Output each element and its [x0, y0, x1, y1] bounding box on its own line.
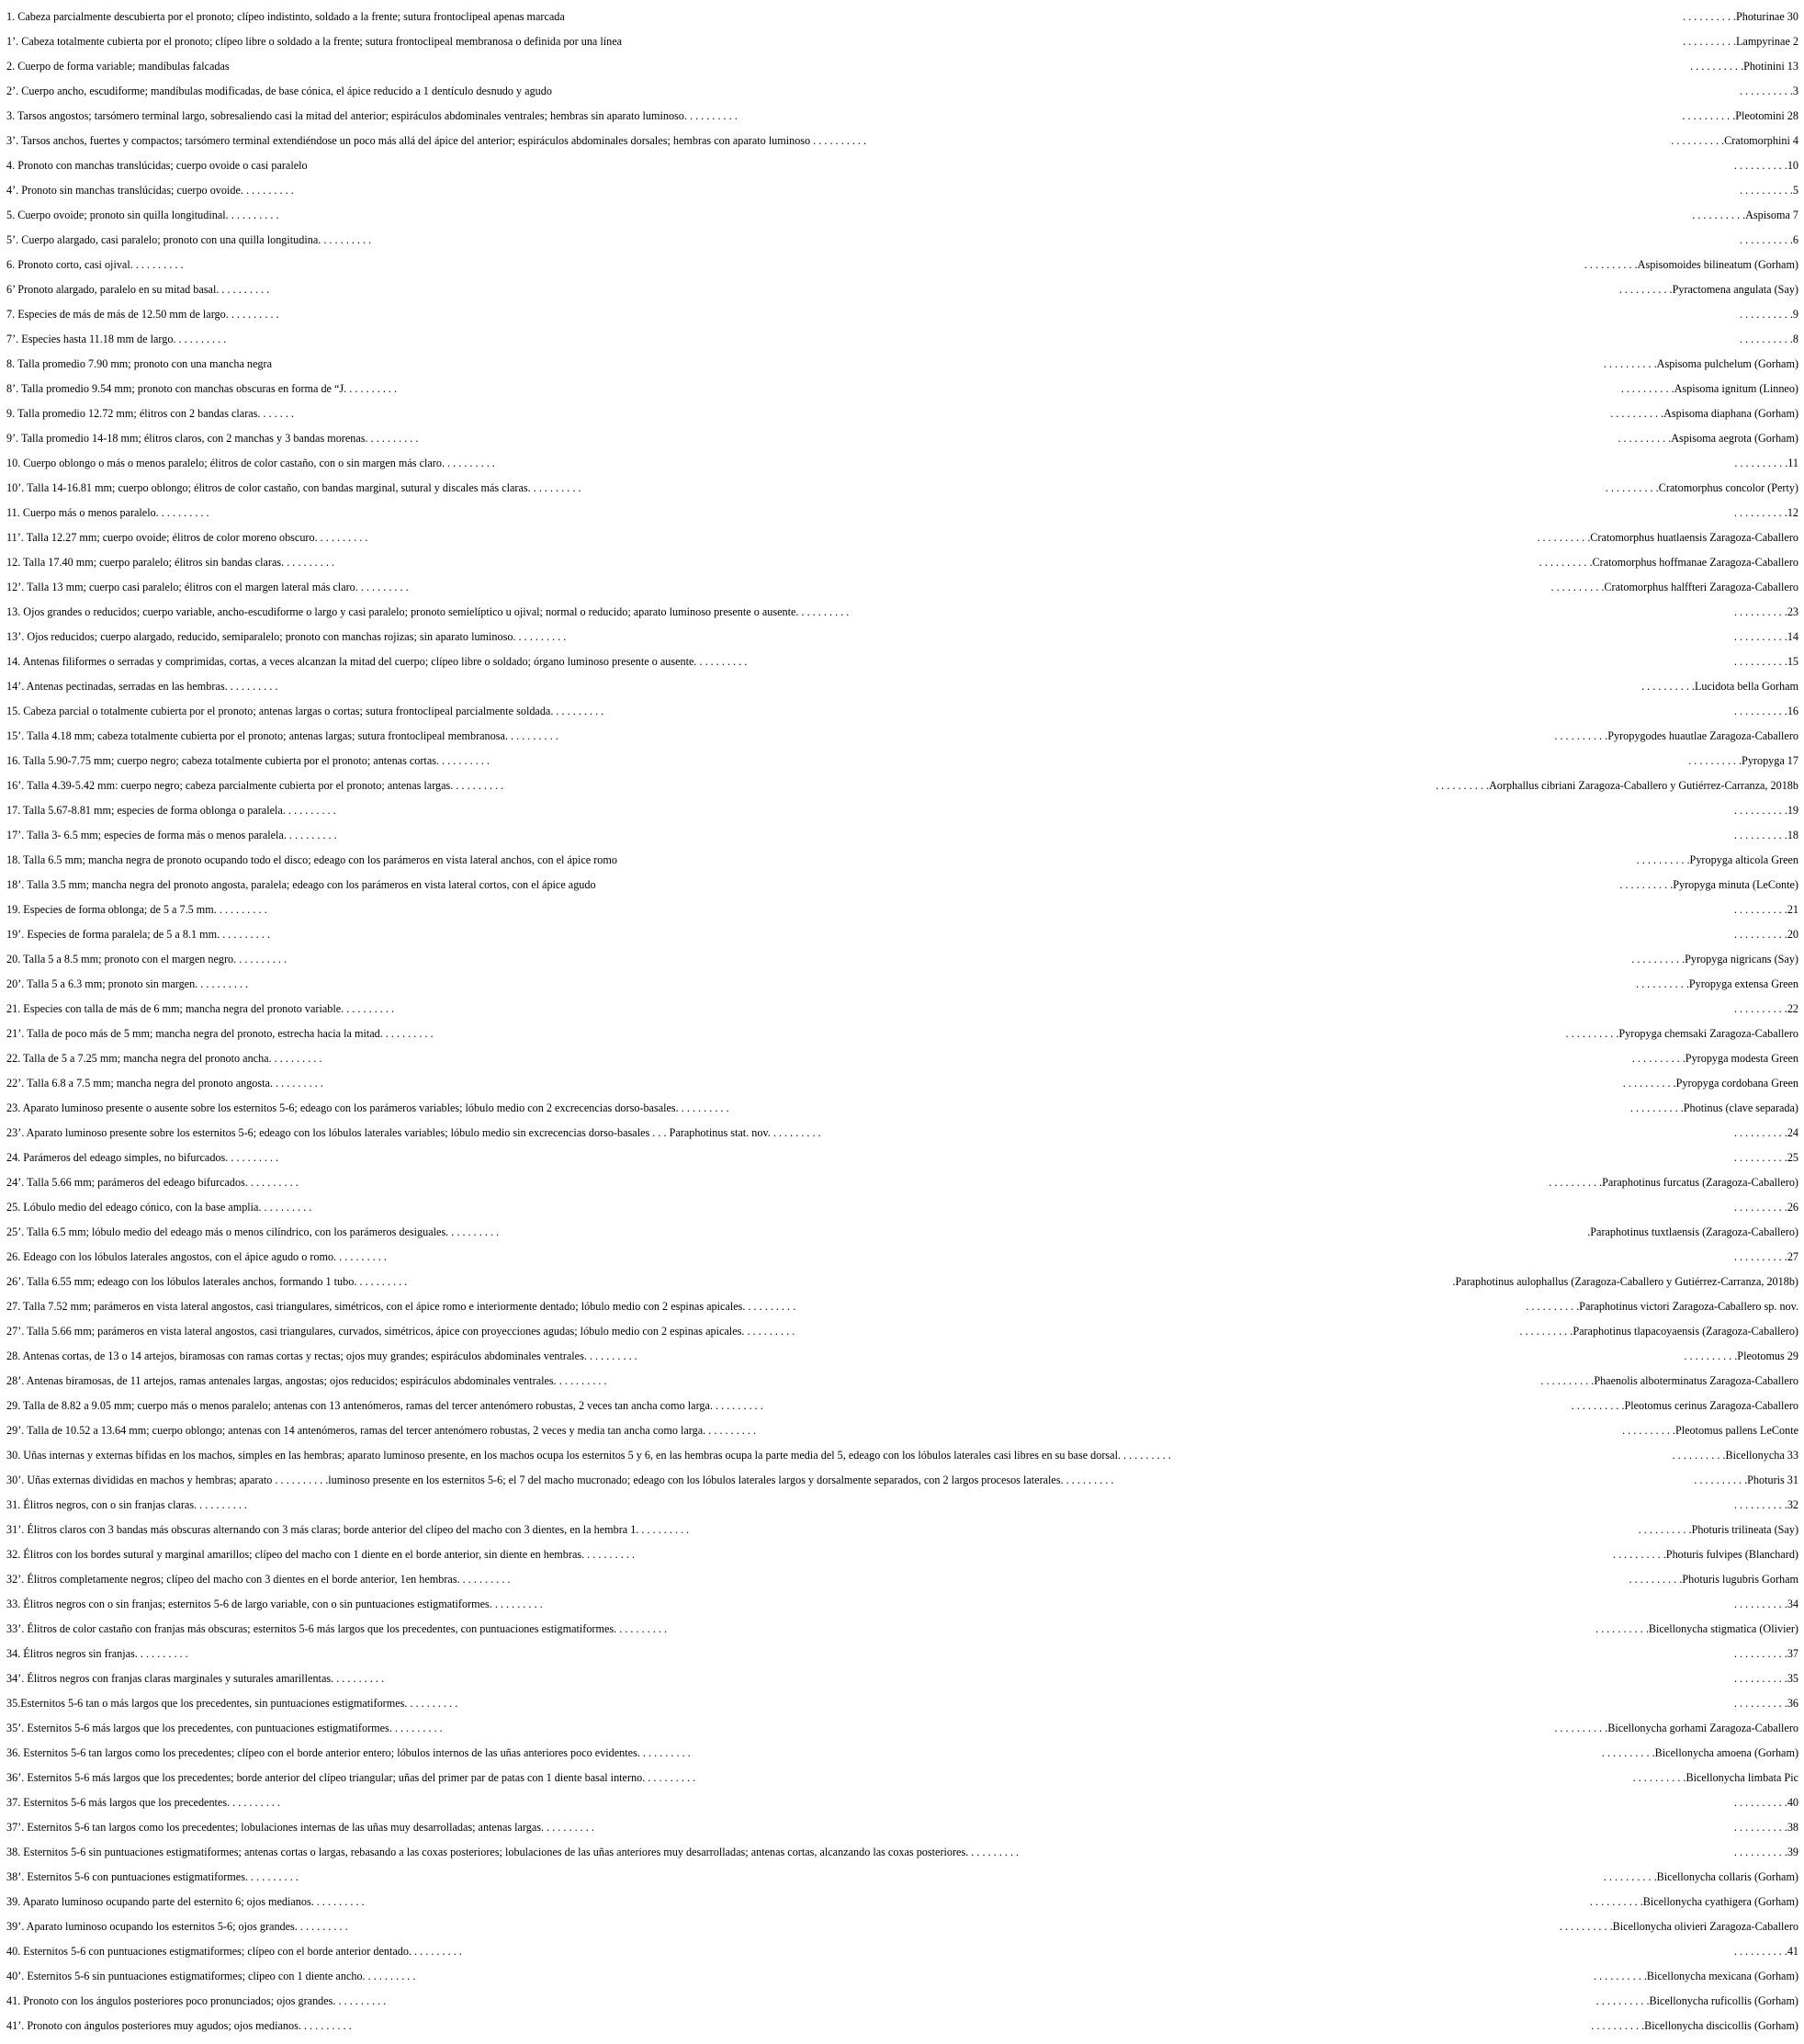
couplet-lead-text: 38. Esternitos 5-6 sin puntuaciones estigmatiformes; antenas cortas o largas, rebasando a las coxas posteriores; lobulaciones de las uñas anteriores muy desarrolladas; antenas cortas, alcanzando las coxas posteriores. . . . . . . . . . [6, 1846, 1020, 1858]
couplet-result: . . . . . . . . . .12 [1733, 506, 1798, 519]
key-couplet [6, 60, 1798, 85]
key-couplet [6, 1325, 1798, 1349]
couplet-lead-text: 3’. Tarsos anchos, fuertes y compactos; tarsómero terminal extendiéndose un poco más allá del ápice del anterior; espiráculos abdominales dorsales; hembras con aparato luminoso . . . . . . . . . . [6, 134, 867, 147]
couplet-lead-text: 11’. Talla 12.27 mm; cuerpo ovoide; élitros de color moreno obscuro. . . . . . . . . . [6, 531, 368, 544]
key-couplet [6, 1101, 1798, 1126]
key-couplet [6, 903, 1798, 928]
couplet-lead-text: 41’. Pronoto con ángulos posteriores muy agudos; ojos medianos. . . . . . . . . . [6, 2019, 352, 2032]
key-couplet [6, 1796, 1798, 1821]
couplet-lead-text: 16’. Talla 4.39-5.42 mm: cuerpo negro; cabeza parcialmente cubierta por el pronoto; antenas largas. . . . . . . . . . [6, 779, 504, 792]
couplet-result: . . . . . . . . . .Aspisoma aegrota (Gorham) [1618, 432, 1798, 445]
key-couplet [6, 1697, 1798, 1722]
couplet-result: . . . . . . . . . .Bicellonycha amoena (Gorham) [1601, 1746, 1798, 1759]
couplet-lead-text: 24’. Talla 5.66 mm; parámeros del edeago bifurcados. . . . . . . . . . [6, 1176, 299, 1189]
key-couplet [6, 308, 1798, 333]
couplet-lead-text: 29’. Talla de 10.52 a 13.64 mm; cuerpo oblongo; antenas con 14 antenómeros, ramas del tercer antenómero robustas, 2 veces y media tan ancha como larga. . . . . . . . . . [6, 1424, 757, 1437]
couplet-lead-text: 8. Talla promedio 7.90 mm; pronoto con una mancha negra [6, 357, 272, 370]
couplet-lead-text: 26. Edeago con los lóbulos laterales angostos, con el ápice agudo o romo. . . . . . . . . . [6, 1250, 387, 1263]
key-couplet [6, 1176, 1798, 1201]
key-couplet [6, 928, 1798, 953]
key-couplet [6, 35, 1798, 60]
couplet-lead-text: 30. Uñas internas y externas bífidas en los machos, simples en las hembras; aparato luminoso presente, en los machos ocupa los esternitos 5 y 6, en las hembras ocupa la parte media del 5, edeago con los lóbulos laterales casi libres en su base dorsal. . . . . . . . . . [6, 1449, 1171, 1462]
couplet-result: . . . . . . . . . .18 [1733, 829, 1798, 841]
couplet-result: .Paraphotinus aulophallus (Zaragoza-Caballero y Gutiérrez-Carranza, 2018b) [1452, 1275, 1798, 1288]
key-couplet [6, 1225, 1798, 1250]
couplet-lead-text: 37’. Esternitos 5-6 tan largos como los precedentes; lobulaciones internas de las uñas muy desarrolladas; antenas largas. . . . . . . . . . [6, 1821, 594, 1834]
couplet-lead-text: 15. Cabeza parcial o totalmente cubierta por el pronoto; antenas largas o cortas; sutura frontoclipeal parcialmente soldada. . . . . . . . . . [6, 705, 604, 717]
key-couplet [6, 1474, 1798, 1498]
couplet-result: . . . . . . . . . .38 [1733, 1821, 1798, 1834]
couplet-result: . . . . . . . . . .Bicellonycha olivieri Zaragoza-Caballero [1559, 1920, 1798, 1933]
key-couplet [6, 109, 1798, 134]
couplet-lead-text: 32’. Élitros completamente negros; clípeo del macho con 3 dientes en el borde anterior, 1en hembras. . . . . . . . . . [6, 1573, 511, 1586]
key-couplet [6, 481, 1798, 506]
key-couplet [6, 1573, 1798, 1598]
key-couplet [6, 1052, 1798, 1077]
couplet-lead-text: 14’. Antenas pectinadas, serradas en las hembras. . . . . . . . . . [6, 680, 278, 693]
couplet-lead-text: 33’. Élitros de color castaño con franjas más obscuras; esternitos 5-6 más largos que los precedentes, con puntuaciones estigmatiformes. . . . . . . . . . [6, 1622, 667, 1635]
key-couplet [6, 2019, 1798, 2044]
key-couplet [6, 1920, 1798, 1945]
couplet-lead-text: 30’. Uñas externas divididas en machos y hembras; aparato . . . . . . . . . .luminoso presente en los esternitos 5-6; el 7 del macho mucronado; edeago con los lóbulos laterales largos y dorsalmente separados, con 2 largos procesos laterales. . . . . . . . . . [6, 1474, 1114, 1486]
key-couplet [6, 85, 1798, 109]
couplet-result: . . . . . . . . . .Bicellonycha cyathigera (Gorham) [1589, 1895, 1798, 1908]
couplet-result: . . . . . . . . . .Aspisoma diaphana (Gorham) [1610, 407, 1798, 420]
couplet-result: . . . . . . . . . .21 [1733, 903, 1798, 916]
couplet-result: . . . . . . . . . .Pyropyga nigricans (Say) [1631, 953, 1798, 966]
couplet-result: . . . . . . . . . .Bicellonycha stigmatica (Olivier) [1595, 1622, 1798, 1635]
key-couplet [6, 283, 1798, 308]
couplet-result: . . . . . . . . . .25 [1733, 1151, 1798, 1164]
couplet-lead-text: 6. Pronoto corto, casi ojival. . . . . . . . . . [6, 258, 184, 271]
couplet-result: . . . . . . . . . .Pyropyga alticola Green [1636, 853, 1798, 866]
couplet-result: . . . . . . . . . .23 [1733, 605, 1798, 618]
couplet-result: . . . . . . . . . .Photuris lugubris Gorham [1629, 1573, 1798, 1586]
couplet-lead-text: 18’. Talla 3.5 mm; mancha negra del pronoto angosta, paralela; edeago con los parámeros en vista lateral cortos, con el ápice agudo [6, 878, 596, 891]
key-couplet [6, 531, 1798, 556]
couplet-lead-text: 7. Especies de más de más de 12.50 mm de largo. . . . . . . . . . [6, 308, 279, 321]
key-couplet [6, 1598, 1798, 1622]
couplet-result: . . . . . . . . . .5 [1740, 184, 1798, 197]
key-couplet [6, 333, 1798, 357]
couplet-lead-text: 27’. Talla 5.66 mm; parámeros en vista lateral angostos, casi triangulares, curvados, simétricos, ápice con proyecciones agudas; lóbulo medio con 2 espinas apicales. . . . . . . . . . [6, 1325, 795, 1338]
couplet-lead-text: 39’. Aparato luminoso ocupando los esternitos 5-6; ojos grandes. . . . . . . . . . [6, 1920, 348, 1933]
couplet-lead-text: 29. Talla de 8.82 a 9.05 mm; cuerpo más o menos paralelo; antenas con 13 antenómeros, ramas del tercer antenómero robustas, 2 veces tan ancha como larga. . . . . . . . . . [6, 1399, 763, 1412]
couplet-result: . . . . . . . . . .8 [1740, 333, 1798, 345]
key-couplet [6, 1622, 1798, 1647]
key-couplet [6, 1424, 1798, 1449]
couplet-result: . . . . . . . . . .Pyropyga minuta (LeConte) [1619, 878, 1798, 891]
couplet-lead-text: 34’. Élitros negros con franjas claras marginales y suturales amarillentas. . . . . . . . . . [6, 1672, 384, 1685]
couplet-lead-text: 13. Ojos grandes o reducidos; cuerpo variable, ancho-escudiforme o largo y casi paralelo; pronoto semielíptico u ojival; normal o reducido; aparato luminoso presente o ausente. . . . . . . . . . [6, 605, 850, 618]
couplet-result: . . . . . . . . . .Aspisoma 7 [1692, 209, 1798, 221]
couplet-lead-text: 2. Cuerpo de forma variable; mandíbulas falcadas [6, 60, 230, 73]
couplet-lead-text: 21. Especies con talla de más de 6 mm; mancha negra del pronoto variable. . . . . . . . . . [6, 1002, 395, 1015]
couplet-lead-text: 19. Especies de forma oblonga; de 5 a 7.5 mm. . . . . . . . . . [6, 903, 267, 916]
key-couplet [6, 1300, 1798, 1325]
key-couplet [6, 1870, 1798, 1895]
key-couplet [6, 853, 1798, 878]
key-couplet [6, 1250, 1798, 1275]
key-couplet [6, 1722, 1798, 1746]
couplet-lead-text: 35.Esternitos 5-6 tan o más largos que los precedentes, sin puntuaciones estigmatiformes. . . . . . . . . . [6, 1697, 458, 1710]
key-couplet [6, 1399, 1798, 1424]
key-couplet [6, 829, 1798, 853]
couplet-result: . . . . . . . . . .3 [1740, 85, 1798, 97]
couplet-lead-text: 4. Pronoto con manchas translúcidas; cuerpo ovoide o casi paralelo [6, 159, 308, 172]
couplet-lead-text: 12. Talla 17.40 mm; cuerpo paralelo; élitros sin bandas claras. . . . . . . . . . [6, 556, 335, 569]
key-couplet [6, 382, 1798, 407]
couplet-lead-text: 22. Talla de 5 a 7.25 mm; mancha negra del pronoto ancha. . . . . . . . . . [6, 1052, 322, 1065]
couplet-lead-text: 11. Cuerpo más o menos paralelo. . . . . . . . . . [6, 506, 209, 519]
couplet-result: . . . . . . . . . .26 [1733, 1201, 1798, 1214]
couplet-lead-text: 18. Talla 6.5 mm; mancha negra de pronoto ocupando todo el disco; edeago con los parámeros en vista lateral anchos, con el ápice romo [6, 853, 617, 866]
key-couplet [6, 233, 1798, 258]
couplet-lead-text: 9’. Talla promedio 14-18 mm; élitros claros, con 2 manchas y 3 bandas morenas. . . . . . . . . . [6, 432, 419, 445]
couplet-lead-text: 26’. Talla 6.55 mm; edeago con los lóbulos laterales anchos, formando 1 tubo. . . . . . . . . . [6, 1275, 408, 1288]
key-couplet [6, 1002, 1798, 1027]
key-couplet [6, 1970, 1798, 1994]
couplet-lead-text: 22’. Talla 6.8 a 7.5 mm; mancha negra del pronoto angosta. . . . . . . . . . [6, 1077, 323, 1090]
key-couplet [6, 357, 1798, 382]
couplet-lead-text: 32. Élitros con los bordes sutural y marginal amarillos; clípeo del macho con 1 diente en el borde anterior, sin diente en hembras. . . . . . . . . . [6, 1548, 635, 1561]
identification-key [6, 10, 1798, 2044]
couplet-lead-text: 17’. Talla 3- 6.5 mm; especies de forma más o menos paralela. . . . . . . . . . [6, 829, 337, 841]
key-couplet [6, 159, 1798, 184]
key-couplet [6, 1349, 1798, 1374]
couplet-result: . . . . . . . . . .Cratomorphus concolor (Perty) [1605, 481, 1798, 494]
couplet-lead-text: 9. Talla promedio 12.72 mm; élitros con 2 bandas claras. . . . . . . [6, 407, 295, 420]
key-couplet [6, 581, 1798, 605]
couplet-result: . . . . . . . . . .35 [1733, 1672, 1798, 1685]
couplet-lead-text: 1. Cabeza parcialmente descubierta por el pronoto; clípeo indistinto, soldado a la frente; sutura frontoclipeal apenas marcada [6, 10, 565, 23]
couplet-result: . . . . . . . . . .6 [1740, 233, 1798, 246]
couplet-result: . . . . . . . . . .Cratomorphini 4 [1671, 134, 1798, 147]
couplet-lead-text: 39. Aparato luminoso ocupando parte del esternito 6; ojos medianos. . . . . . . . . . [6, 1895, 365, 1908]
couplet-result: . . . . . . . . . .22 [1733, 1002, 1798, 1015]
couplet-result: . . . . . . . . . .41 [1733, 1945, 1798, 1958]
key-couplet [6, 506, 1798, 531]
key-couplet [6, 556, 1798, 581]
key-couplet [6, 1027, 1798, 1052]
key-couplet [6, 754, 1798, 779]
key-couplet [6, 258, 1798, 283]
couplet-result: .Paraphotinus tuxtlaensis (Zaragoza-Caballero) [1587, 1225, 1798, 1238]
couplet-lead-text: 23’. Aparato luminoso presente sobre los esternitos 5-6; edeago con los lóbulos laterales variables; lóbulo medio sin excrecencias dorso-basales . . . Paraphotinus stat. nov. . . . . . . . . . [6, 1126, 821, 1139]
key-couplet [6, 1895, 1798, 1920]
couplet-lead-text: 27. Talla 7.52 mm; parámeros en vista lateral angostos, casi triangulares, simétricos, con el ápice romo e interiormente dentado; lóbulo medio con 2 espinas apicales. . . . . . . . . . [6, 1300, 796, 1313]
couplet-result: . . . . . . . . . .Pleotomus 29 [1684, 1349, 1798, 1362]
couplet-lead-text: 36’. Esternitos 5-6 más largos que los precedentes; borde anterior del clípeo triangular; uñas del primer par de patas con 1 diente basal interno. . . . . . . . . . [6, 1771, 696, 1784]
couplet-result: . . . . . . . . . .Aspisoma ignitum (Linneo) [1620, 382, 1798, 395]
couplet-result: . . . . . . . . . .19 [1733, 804, 1798, 817]
couplet-result: . . . . . . . . . .Paraphotinus furcatus (Zaragoza-Caballero) [1549, 1176, 1798, 1189]
couplet-lead-text: 33. Élitros negros con o sin franjas; esternitos 5-6 de largo variable, con o sin puntuaciones estigmatiformes. . . . . . . . . . [6, 1598, 543, 1610]
couplet-result: . . . . . . . . . .Pyropyga cordobana Green [1622, 1077, 1798, 1090]
couplet-result: . . . . . . . . . .20 [1733, 928, 1798, 941]
couplet-result: . . . . . . . . . .40 [1733, 1796, 1798, 1809]
key-couplet [6, 1374, 1798, 1399]
couplet-result: . . . . . . . . . .Bicellonycha 33 [1672, 1449, 1798, 1462]
couplet-result: . . . . . . . . . .Bicellonycha limbata Pic [1632, 1771, 1798, 1784]
couplet-lead-text: 5’. Cuerpo alargado, casi paralelo; pronoto con una quilla longitudina. . . . . . . . . . [6, 233, 372, 246]
couplet-result: . . . . . . . . . .Phaenolis alboterminatus Zaragoza-Caballero [1540, 1374, 1798, 1387]
key-couplet [6, 977, 1798, 1002]
couplet-lead-text: 28’. Antenas biramosas, de 11 artejos, ramas antenales largas, angostas; ojos reducidos; espiráculos abdominales ventrales. . . . . . . . . . [6, 1374, 607, 1387]
key-couplet [6, 1201, 1798, 1225]
couplet-lead-text: 8’. Talla promedio 9.54 mm; pronoto con manchas obscuras en forma de “J. . . . . . . . . . [6, 382, 398, 395]
key-couplet [6, 1672, 1798, 1697]
couplet-result: . . . . . . . . . .Photinini 13 [1690, 60, 1798, 73]
key-couplet [6, 804, 1798, 829]
couplet-result: . . . . . . . . . .15 [1733, 655, 1798, 668]
couplet-lead-text: 38’. Esternitos 5-6 con puntuaciones estigmatiformes. . . . . . . . . . [6, 1870, 299, 1883]
key-couplet [6, 1548, 1798, 1573]
couplet-result: . . . . . . . . . .Cratomorphus halffteri Zaragoza-Caballero [1550, 581, 1798, 593]
couplet-lead-text: 10’. Talla 14-16.81 mm; cuerpo oblongo; élitros de color castaño, con bandas marginal, sutural y discales más claras. . . . . . . . . . [6, 481, 581, 494]
key-couplet [6, 1945, 1798, 1970]
couplet-result: . . . . . . . . . .Photinus (clave separada) [1629, 1101, 1798, 1114]
couplet-result: . . . . . . . . . .24 [1733, 1126, 1798, 1139]
couplet-lead-text: 31. Élitros negros, con o sin franjas claras. . . . . . . . . . [6, 1498, 247, 1511]
couplet-result: . . . . . . . . . .Paraphotinus victori Zaragoza-Caballero sp. nov. [1526, 1300, 1798, 1313]
couplet-result: . . . . . . . . . .Pyractomena angulata (Say) [1618, 283, 1798, 296]
couplet-lead-text: 15’. Talla 4.18 mm; cabeza totalmente cubierta por el pronoto; antenas largas; sutura frontoclipeal membranosa. . . . . . . . . . [6, 729, 558, 742]
couplet-lead-text: 1’. Cabeza totalmente cubierta por el pronoto; clípeo libre o soldado a la frente; sutura frontoclipeal membranosa o definida por una línea [6, 35, 623, 48]
couplet-result: . . . . . . . . . .10 [1733, 159, 1798, 172]
couplet-lead-text: 12’. Talla 13 mm; cuerpo casi paralelo; élitros con el margen lateral más claro. . . . . . . . . . [6, 581, 409, 593]
key-couplet [6, 705, 1798, 729]
couplet-lead-text: 41. Pronoto con los ángulos posteriores poco pronunciados; ojos grandes. . . . . . . . . . [6, 1994, 387, 2007]
couplet-result: . . . . . . . . . .Pyropyga chemsaki Zaragoza-Caballero [1565, 1027, 1798, 1040]
key-couplet [6, 1647, 1798, 1672]
key-couplet [6, 1821, 1798, 1846]
key-couplet [6, 779, 1798, 804]
couplet-lead-text: 6’ Pronoto alargado, paralelo en su mitad basal. . . . . . . . . . [6, 283, 270, 296]
key-couplet [6, 457, 1798, 481]
couplet-result: . . . . . . . . . .34 [1733, 1598, 1798, 1610]
couplet-result: . . . . . . . . . .Pleotomus pallens LeConte [1622, 1424, 1798, 1437]
couplet-result: . . . . . . . . . .Aorphallus cibriani Zaragoza-Caballero y Gutiérrez-Carranza, 2018b [1436, 779, 1798, 792]
couplet-lead-text: 10. Cuerpo oblongo o más o menos paralelo; élitros de color castaño, con o sin margen más claro. . . . . . . . . . [6, 457, 495, 469]
couplet-lead-text: 23. Aparato luminoso presente o ausente sobre los esternitos 5-6; edeago con los parámeros variables; lóbulo medio con 2 excrecencias dorso-basales. . . . . . . . . . [6, 1101, 729, 1114]
key-couplet [6, 1498, 1798, 1523]
couplet-lead-text: 40. Esternitos 5-6 con puntuaciones estigmatiformes; clípeo con el borde anterior dentado. . . . . . . . . . [6, 1945, 462, 1958]
couplet-lead-text: 40’. Esternitos 5-6 sin puntuaciones estigmatiformes; clípeo con 1 diente ancho. . . . . . . . . . [6, 1970, 416, 1982]
couplet-lead-text: 21’. Talla de poco más de 5 mm; mancha negra del pronoto, estrecha hacia la mitad. . . . . . . . . . [6, 1027, 434, 1040]
key-couplet [6, 878, 1798, 903]
key-couplet [6, 1151, 1798, 1176]
couplet-lead-text: 17. Talla 5.67-8.81 mm; especies de forma oblonga o paralela. . . . . . . . . . [6, 804, 336, 817]
couplet-lead-text: 4’. Pronoto sin manchas translúcidas; cuerpo ovoide. . . . . . . . . . [6, 184, 294, 197]
couplet-result: . . . . . . . . . .Aspisoma pulchelum (Gorham) [1603, 357, 1798, 370]
key-couplet [6, 1126, 1798, 1151]
couplet-result: . . . . . . . . . .Pleotomini 28 [1682, 109, 1798, 122]
key-couplet [6, 680, 1798, 705]
key-couplet [6, 655, 1798, 680]
key-couplet [6, 630, 1798, 655]
couplet-result: . . . . . . . . . .Photurinae 30 [1683, 10, 1798, 23]
couplet-result: . . . . . . . . . .32 [1733, 1498, 1798, 1511]
couplet-lead-text: 2’. Cuerpo ancho, escudiforme; mandíbulas modificadas, de base cónica, el ápice reducido a 1 dentículo desnudo y agudo [6, 85, 552, 97]
couplet-result: . . . . . . . . . .11 [1734, 457, 1798, 469]
couplet-result: . . . . . . . . . .36 [1733, 1697, 1798, 1710]
couplet-result: . . . . . . . . . .Cratomorphus hoffmanae Zaragoza-Caballero [1539, 556, 1798, 569]
couplet-lead-text: 25. Lóbulo medio del edeago cónico, con la base amplia. . . . . . . . . . [6, 1201, 312, 1214]
couplet-result: . . . . . . . . . .Bicellonycha collaris (Gorham) [1603, 1870, 1798, 1883]
key-couplet [6, 1077, 1798, 1101]
couplet-lead-text: 37. Esternitos 5-6 más largos que los precedentes. . . . . . . . . . [6, 1796, 280, 1809]
couplet-lead-text: 35’. Esternitos 5-6 más largos que los precedentes, con puntuaciones estigmatiformes. . . . . . . . . . [6, 1722, 443, 1734]
key-couplet [6, 1449, 1798, 1474]
couplet-lead-text: 34. Élitros negros sin franjas. . . . . . . . . . [6, 1647, 188, 1660]
couplet-result: . . . . . . . . . .Pyropyga modesta Green [1631, 1052, 1798, 1065]
couplet-result: . . . . . . . . . .14 [1733, 630, 1798, 643]
key-couplet [6, 953, 1798, 977]
couplet-result: . . . . . . . . . .Bicellonycha mexicana (Gorham) [1593, 1970, 1798, 1982]
couplet-result: . . . . . . . . . .Bicellonycha discicollis (Gorham) [1591, 2019, 1798, 2032]
couplet-lead-text: 13’. Ojos reducidos; cuerpo alargado, reducido, semiparalelo; pronoto con manchas rojizas; sin aparato luminoso. . . . . . . . . . [6, 630, 567, 643]
couplet-lead-text: 14. Antenas filiformes o serradas y comprimidas, cortas, a veces alcanzan la mitad del cuerpo; clípeo libre o soldado; órgano luminoso presente o ausente. . . . . . . . . . [6, 655, 748, 668]
key-couplet [6, 1275, 1798, 1300]
couplet-result: . . . . . . . . . .Lucidota bella Gorham [1641, 680, 1798, 693]
couplet-result: . . . . . . . . . .Pyropyga 17 [1688, 754, 1798, 767]
couplet-result: . . . . . . . . . .Bicellonycha gorhami Zaragoza-Caballero [1554, 1722, 1798, 1734]
couplet-result: . . . . . . . . . .9 [1740, 308, 1798, 321]
key-couplet [6, 432, 1798, 457]
key-couplet [6, 10, 1798, 35]
key-couplet [6, 605, 1798, 630]
key-couplet [6, 1846, 1798, 1870]
couplet-result: . . . . . . . . . .Lampyrinae 2 [1683, 35, 1798, 48]
couplet-result: . . . . . . . . . .Cratomorphus huatlaensis Zaragoza-Caballero [1537, 531, 1798, 544]
couplet-result: . . . . . . . . . .Photuris trilineata (Say) [1638, 1523, 1798, 1536]
couplet-lead-text: 7’. Especies hasta 11.18 mm de largo. . . . . . . . . . [6, 333, 227, 345]
couplet-result: . . . . . . . . . .27 [1733, 1250, 1798, 1263]
couplet-result: . . . . . . . . . .Photuris fulvipes (Blanchard) [1612, 1548, 1798, 1561]
couplet-lead-text: 20. Talla 5 a 8.5 mm; pronoto con el margen negro. . . . . . . . . . [6, 953, 288, 966]
key-couplet [6, 729, 1798, 754]
key-couplet [6, 134, 1798, 159]
couplet-result: . . . . . . . . . .Pleotomus cerinus Zaragoza-Caballero [1571, 1399, 1798, 1412]
couplet-result: . . . . . . . . . .Pyropygodes huautlae Zaragoza-Caballero [1554, 729, 1798, 742]
key-couplet [6, 1994, 1798, 2019]
key-couplet [6, 184, 1798, 209]
couplet-lead-text: 24. Parámeros del edeago simples, no bifurcados. . . . . . . . . . [6, 1151, 279, 1164]
key-couplet [6, 1523, 1798, 1548]
couplet-lead-text: 28. Antenas cortas, de 13 o 14 artejos, biramosas con ramas cortas y rectas; ojos muy grandes; espiráculos abdominales ventrales. . . . . . . . . . [6, 1349, 637, 1362]
couplet-result: . . . . . . . . . .39 [1733, 1846, 1798, 1858]
key-couplet [6, 1771, 1798, 1796]
key-couplet [6, 407, 1798, 432]
couplet-lead-text: 16. Talla 5.90-7.75 mm; cuerpo negro; cabeza totalmente cubierta por el pronoto; antenas cortas. . . . . . . . . . [6, 754, 490, 767]
couplet-lead-text: 36. Esternitos 5-6 tan largos como los precedentes; clípeo con el borde anterior entero; lóbulos internos de las uñas anteriores poco evidentes. . . . . . . . . . [6, 1746, 691, 1759]
couplet-lead-text: 3. Tarsos angostos; tarsómero terminal largo, sobresaliendo casi la mitad del anterior; espiráculos abdominales ventrales; hembras sin aparato luminoso. . . . . . . . . . [6, 109, 738, 122]
couplet-lead-text: 19’. Especies de forma paralela; de 5 a 8.1 mm. . . . . . . . . . [6, 928, 270, 941]
key-couplet [6, 209, 1798, 233]
couplet-result: . . . . . . . . . .Aspisomoides bilineatum (Gorham) [1584, 258, 1798, 271]
couplet-result: . . . . . . . . . .Pyropyga extensa Green [1635, 977, 1798, 990]
couplet-lead-text: 20’. Talla 5 a 6.3 mm; pronoto sin margen. . . . . . . . . . [6, 977, 249, 990]
couplet-result: . . . . . . . . . .Paraphotinus tlapacoyaensis (Zaragoza-Caballero) [1519, 1325, 1798, 1338]
couplet-result: . . . . . . . . . .Photuris 31 [1694, 1474, 1798, 1486]
couplet-lead-text: 25’. Talla 6.5 mm; lóbulo medio del edeago más o menos cilíndrico, con los parámeros desiguales. . . . . . . . . . [6, 1225, 500, 1238]
couplet-result: . . . . . . . . . .37 [1733, 1647, 1798, 1660]
couplet-result: . . . . . . . . . .16 [1733, 705, 1798, 717]
key-couplet [6, 1746, 1798, 1771]
couplet-lead-text: 5. Cuerpo ovoide; pronoto sin quilla longitudinal. . . . . . . . . . [6, 209, 279, 221]
couplet-lead-text: 31’. Élitros claros con 3 bandas más obscuras alternando con 3 más claras; borde anterior del clípeo del macho con 3 dientes, en la hembra 1. . . . . . . . . . [6, 1523, 690, 1536]
couplet-result: . . . . . . . . . .Bicellonycha ruficollis (Gorham) [1595, 1994, 1798, 2007]
